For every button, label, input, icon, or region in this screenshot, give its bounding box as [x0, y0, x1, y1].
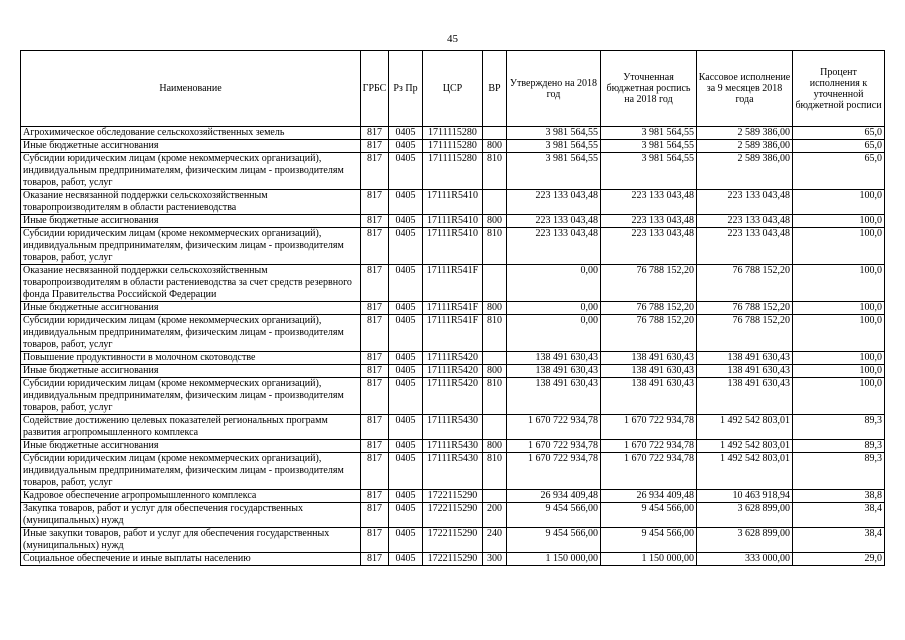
- cell-percent: 100,0: [793, 365, 885, 378]
- cell-name: Оказание несвязанной поддержки сельскохозяйственным товаропроизводителям в области растениеводства: [21, 190, 361, 215]
- table-row: [21, 490, 885, 503]
- page-number: 45: [447, 33, 458, 45]
- cell-cash: 76 788 152,20: [697, 265, 793, 302]
- cell-csr: 17111R5420: [423, 378, 483, 415]
- cell-approved: 9 454 566,00: [507, 528, 601, 553]
- cell-vr: 300: [483, 553, 507, 566]
- cell-grbs: 817: [361, 140, 389, 153]
- header-approved: Утверждено на 2018 год: [507, 51, 601, 127]
- cell-refined: 76 788 152,20: [601, 315, 697, 352]
- cell-refined: 1 670 722 934,78: [601, 440, 697, 453]
- cell-percent: 100,0: [793, 190, 885, 215]
- cell-cash: 333 000,00: [697, 553, 793, 566]
- cell-grbs: 817: [361, 553, 389, 566]
- cell-grbs: 817: [361, 490, 389, 503]
- table-row: [21, 153, 885, 190]
- cell-grbs: 817: [361, 127, 389, 140]
- cell-approved: 3 981 564,55: [507, 140, 601, 153]
- cell-approved: 223 133 043,48: [507, 190, 601, 215]
- cell-name: Иные бюджетные ассигнования: [21, 440, 361, 453]
- cell-refined: 1 150 000,00: [601, 553, 697, 566]
- cell-vr: 800: [483, 140, 507, 153]
- cell-approved: 223 133 043,48: [507, 228, 601, 265]
- cell-percent: 38,8: [793, 490, 885, 503]
- cell-grbs: 817: [361, 415, 389, 440]
- cell-cash: 223 133 043,48: [697, 228, 793, 265]
- cell-name: Субсидии юридическим лицам (кроме некоммерческих организаций), индивидуальным предпринимателям, физическим лицам - производителям товаров, работ, услуг: [21, 453, 361, 490]
- cell-cash: 3 628 899,00: [697, 503, 793, 528]
- cell-vr: 200: [483, 503, 507, 528]
- table-row: [21, 440, 885, 453]
- cell-name: Содействие достижению целевых показателей региональных программ развития агропромышленного комплекса: [21, 415, 361, 440]
- cell-vr: 800: [483, 365, 507, 378]
- cell-csr: 1722115290: [423, 490, 483, 503]
- cell-rzpr: 0405: [389, 415, 423, 440]
- cell-rzpr: 0405: [389, 453, 423, 490]
- cell-refined: 9 454 566,00: [601, 503, 697, 528]
- cell-percent: 29,0: [793, 553, 885, 566]
- cell-percent: 100,0: [793, 302, 885, 315]
- cell-name: Иные бюджетные ассигнования: [21, 302, 361, 315]
- cell-rzpr: 0405: [389, 215, 423, 228]
- cell-cash: 223 133 043,48: [697, 215, 793, 228]
- table-row: [21, 528, 885, 553]
- cell-refined: 223 133 043,48: [601, 190, 697, 215]
- cell-approved: 3 981 564,55: [507, 153, 601, 190]
- cell-cash: 138 491 630,43: [697, 378, 793, 415]
- cell-percent: 100,0: [793, 315, 885, 352]
- cell-vr: [483, 352, 507, 365]
- table-row: [21, 140, 885, 153]
- table-row: [21, 215, 885, 228]
- cell-grbs: 817: [361, 190, 389, 215]
- cell-csr: 1722115290: [423, 528, 483, 553]
- cell-csr: 17111R541F: [423, 265, 483, 302]
- cell-name: Агрохимическое обследование сельскохозяйственных земель: [21, 127, 361, 140]
- cell-vr: [483, 127, 507, 140]
- cell-cash: 2 589 386,00: [697, 140, 793, 153]
- cell-name: Кадровое обеспечение агропромышленного комплекса: [21, 490, 361, 503]
- cell-vr: 800: [483, 440, 507, 453]
- cell-vr: 810: [483, 228, 507, 265]
- cell-csr: 17111R5430: [423, 415, 483, 440]
- cell-percent: 100,0: [793, 352, 885, 365]
- cell-csr: 17111R541F: [423, 315, 483, 352]
- cell-csr: 1722115290: [423, 553, 483, 566]
- cell-csr: 17111R5420: [423, 352, 483, 365]
- cell-grbs: 817: [361, 453, 389, 490]
- cell-grbs: 817: [361, 378, 389, 415]
- cell-name: Иные бюджетные ассигнования: [21, 365, 361, 378]
- cell-refined: 3 981 564,55: [601, 153, 697, 190]
- cell-name: Субсидии юридическим лицам (кроме некоммерческих организаций), индивидуальным предпринимателям, физическим лицам - производителям товаров, работ, услуг: [21, 315, 361, 352]
- cell-vr: [483, 415, 507, 440]
- header-rzpr: Рз Пр: [389, 51, 423, 127]
- cell-percent: 38,4: [793, 503, 885, 528]
- cell-vr: [483, 490, 507, 503]
- cell-percent: 38,4: [793, 528, 885, 553]
- cell-approved: 0,00: [507, 315, 601, 352]
- cell-refined: 138 491 630,43: [601, 378, 697, 415]
- cell-csr: 1711115280: [423, 140, 483, 153]
- cell-percent: 89,3: [793, 415, 885, 440]
- cell-approved: 3 981 564,55: [507, 127, 601, 140]
- cell-grbs: 817: [361, 265, 389, 302]
- cell-percent: 65,0: [793, 153, 885, 190]
- cell-approved: 9 454 566,00: [507, 503, 601, 528]
- cell-rzpr: 0405: [389, 365, 423, 378]
- cell-vr: 810: [483, 315, 507, 352]
- table-row: [21, 503, 885, 528]
- cell-csr: 17111R5410: [423, 228, 483, 265]
- cell-grbs: 817: [361, 315, 389, 352]
- cell-percent: 100,0: [793, 228, 885, 265]
- cell-rzpr: 0405: [389, 190, 423, 215]
- cell-grbs: 817: [361, 503, 389, 528]
- cell-name: Субсидии юридическим лицам (кроме некоммерческих организаций), индивидуальным предпринимателям, физическим лицам - производителям товаров, работ, услуг: [21, 378, 361, 415]
- cell-csr: 1722115290: [423, 503, 483, 528]
- cell-percent: 65,0: [793, 127, 885, 140]
- cell-grbs: 817: [361, 365, 389, 378]
- table-row: [21, 315, 885, 352]
- cell-refined: 76 788 152,20: [601, 302, 697, 315]
- cell-refined: 223 133 043,48: [601, 228, 697, 265]
- cell-name: Оказание несвязанной поддержки сельскохозяйственным товаропроизводителям в области растениеводства за счет средств резервного фонда Правительства Российской Федерации: [21, 265, 361, 302]
- cell-percent: 65,0: [793, 140, 885, 153]
- cell-cash: 76 788 152,20: [697, 315, 793, 352]
- header-percent: Процент исполнения к уточненной бюджетной росписи: [793, 51, 885, 127]
- cell-name: Иные бюджетные ассигнования: [21, 140, 361, 153]
- cell-percent: 89,3: [793, 440, 885, 453]
- cell-cash: 223 133 043,48: [697, 190, 793, 215]
- cell-rzpr: 0405: [389, 503, 423, 528]
- cell-name: Иные закупки товаров, работ и услуг для обеспечения государственных (муниципальных) нужд: [21, 528, 361, 553]
- cell-csr: 1711115280: [423, 127, 483, 140]
- header-grbs: ГРБС: [361, 51, 389, 127]
- cell-name: Субсидии юридическим лицам (кроме некоммерческих организаций), индивидуальным предпринимателям, физическим лицам - производителям товаров, работ, услуг: [21, 228, 361, 265]
- table-row: [21, 352, 885, 365]
- cell-cash: 1 492 542 803,01: [697, 415, 793, 440]
- cell-rzpr: 0405: [389, 528, 423, 553]
- cell-approved: 1 150 000,00: [507, 553, 601, 566]
- cell-cash: 138 491 630,43: [697, 352, 793, 365]
- header-name: Наименование: [21, 51, 361, 127]
- cell-vr: 800: [483, 302, 507, 315]
- cell-cash: 1 492 542 803,01: [697, 453, 793, 490]
- cell-vr: 810: [483, 153, 507, 190]
- cell-cash: 138 491 630,43: [697, 365, 793, 378]
- cell-approved: 0,00: [507, 265, 601, 302]
- cell-csr: 17111R5430: [423, 440, 483, 453]
- cell-rzpr: 0405: [389, 140, 423, 153]
- table-row: [21, 127, 885, 140]
- cell-approved: 26 934 409,48: [507, 490, 601, 503]
- cell-csr: 17111R5430: [423, 453, 483, 490]
- table-row: [21, 190, 885, 215]
- header-refined: Уточненная бюджетная роспись на 2018 год: [601, 51, 697, 127]
- cell-rzpr: 0405: [389, 228, 423, 265]
- cell-vr: 800: [483, 215, 507, 228]
- cell-percent: 100,0: [793, 265, 885, 302]
- cell-vr: 240: [483, 528, 507, 553]
- table-row: [21, 302, 885, 315]
- table-row: [21, 453, 885, 490]
- table-row: [21, 415, 885, 440]
- cell-approved: 0,00: [507, 302, 601, 315]
- cell-rzpr: 0405: [389, 378, 423, 415]
- cell-rzpr: 0405: [389, 553, 423, 566]
- cell-rzpr: 0405: [389, 440, 423, 453]
- cell-refined: 138 491 630,43: [601, 365, 697, 378]
- cell-rzpr: 0405: [389, 302, 423, 315]
- table-row: [21, 228, 885, 265]
- cell-approved: 1 670 722 934,78: [507, 440, 601, 453]
- cell-csr: 1711115280: [423, 153, 483, 190]
- cell-refined: 26 934 409,48: [601, 490, 697, 503]
- cell-name: Закупка товаров, работ и услуг для обеспечения государственных (муниципальных) нужд: [21, 503, 361, 528]
- cell-approved: 1 670 722 934,78: [507, 453, 601, 490]
- cell-rzpr: 0405: [389, 315, 423, 352]
- cell-cash: 1 492 542 803,01: [697, 440, 793, 453]
- cell-name: Повышение продуктивности в молочном скотоводстве: [21, 352, 361, 365]
- cell-cash: 76 788 152,20: [697, 302, 793, 315]
- cell-refined: 223 133 043,48: [601, 215, 697, 228]
- cell-refined: 3 981 564,55: [601, 140, 697, 153]
- cell-cash: 10 463 918,94: [697, 490, 793, 503]
- cell-refined: 76 788 152,20: [601, 265, 697, 302]
- cell-rzpr: 0405: [389, 352, 423, 365]
- cell-vr: [483, 265, 507, 302]
- cell-rzpr: 0405: [389, 265, 423, 302]
- table-row: [21, 378, 885, 415]
- cell-percent: 100,0: [793, 378, 885, 415]
- cell-grbs: 817: [361, 215, 389, 228]
- cell-grbs: 817: [361, 302, 389, 315]
- cell-refined: 1 670 722 934,78: [601, 453, 697, 490]
- cell-csr: 17111R5410: [423, 190, 483, 215]
- cell-refined: 138 491 630,43: [601, 352, 697, 365]
- header-cash: Кассовое исполнение за 9 месяцев 2018 года: [697, 51, 793, 127]
- cell-csr: 17111R5410: [423, 215, 483, 228]
- cell-grbs: 817: [361, 153, 389, 190]
- cell-refined: 1 670 722 934,78: [601, 415, 697, 440]
- cell-rzpr: 0405: [389, 127, 423, 140]
- cell-rzpr: 0405: [389, 153, 423, 190]
- table-row: [21, 365, 885, 378]
- table-row: [21, 553, 885, 566]
- cell-cash: 3 628 899,00: [697, 528, 793, 553]
- cell-grbs: 817: [361, 440, 389, 453]
- cell-vr: 810: [483, 378, 507, 415]
- cell-csr: 17111R541F: [423, 302, 483, 315]
- cell-vr: 810: [483, 453, 507, 490]
- header-vr: ВР: [483, 51, 507, 127]
- cell-name: Иные бюджетные ассигнования: [21, 215, 361, 228]
- cell-approved: 138 491 630,43: [507, 352, 601, 365]
- cell-name: Субсидии юридическим лицам (кроме некоммерческих организаций), индивидуальным предпринимателям, физическим лицам - производителям товаров, работ, услуг: [21, 153, 361, 190]
- cell-rzpr: 0405: [389, 490, 423, 503]
- cell-csr: 17111R5420: [423, 365, 483, 378]
- table-row: [21, 265, 885, 302]
- cell-grbs: 817: [361, 228, 389, 265]
- cell-percent: 100,0: [793, 215, 885, 228]
- cell-approved: 223 133 043,48: [507, 215, 601, 228]
- cell-grbs: 817: [361, 528, 389, 553]
- cell-cash: 2 589 386,00: [697, 127, 793, 140]
- cell-refined: 9 454 566,00: [601, 528, 697, 553]
- cell-approved: 138 491 630,43: [507, 365, 601, 378]
- cell-grbs: 817: [361, 352, 389, 365]
- cell-cash: 2 589 386,00: [697, 153, 793, 190]
- cell-name: Социальное обеспечение и иные выплаты населению: [21, 553, 361, 566]
- table-header-row: [21, 51, 885, 127]
- cell-refined: 3 981 564,55: [601, 127, 697, 140]
- header-csr: ЦСР: [423, 51, 483, 127]
- cell-approved: 138 491 630,43: [507, 378, 601, 415]
- cell-approved: 1 670 722 934,78: [507, 415, 601, 440]
- budget-execution-table: [20, 50, 885, 566]
- cell-vr: [483, 190, 507, 215]
- cell-percent: 89,3: [793, 453, 885, 490]
